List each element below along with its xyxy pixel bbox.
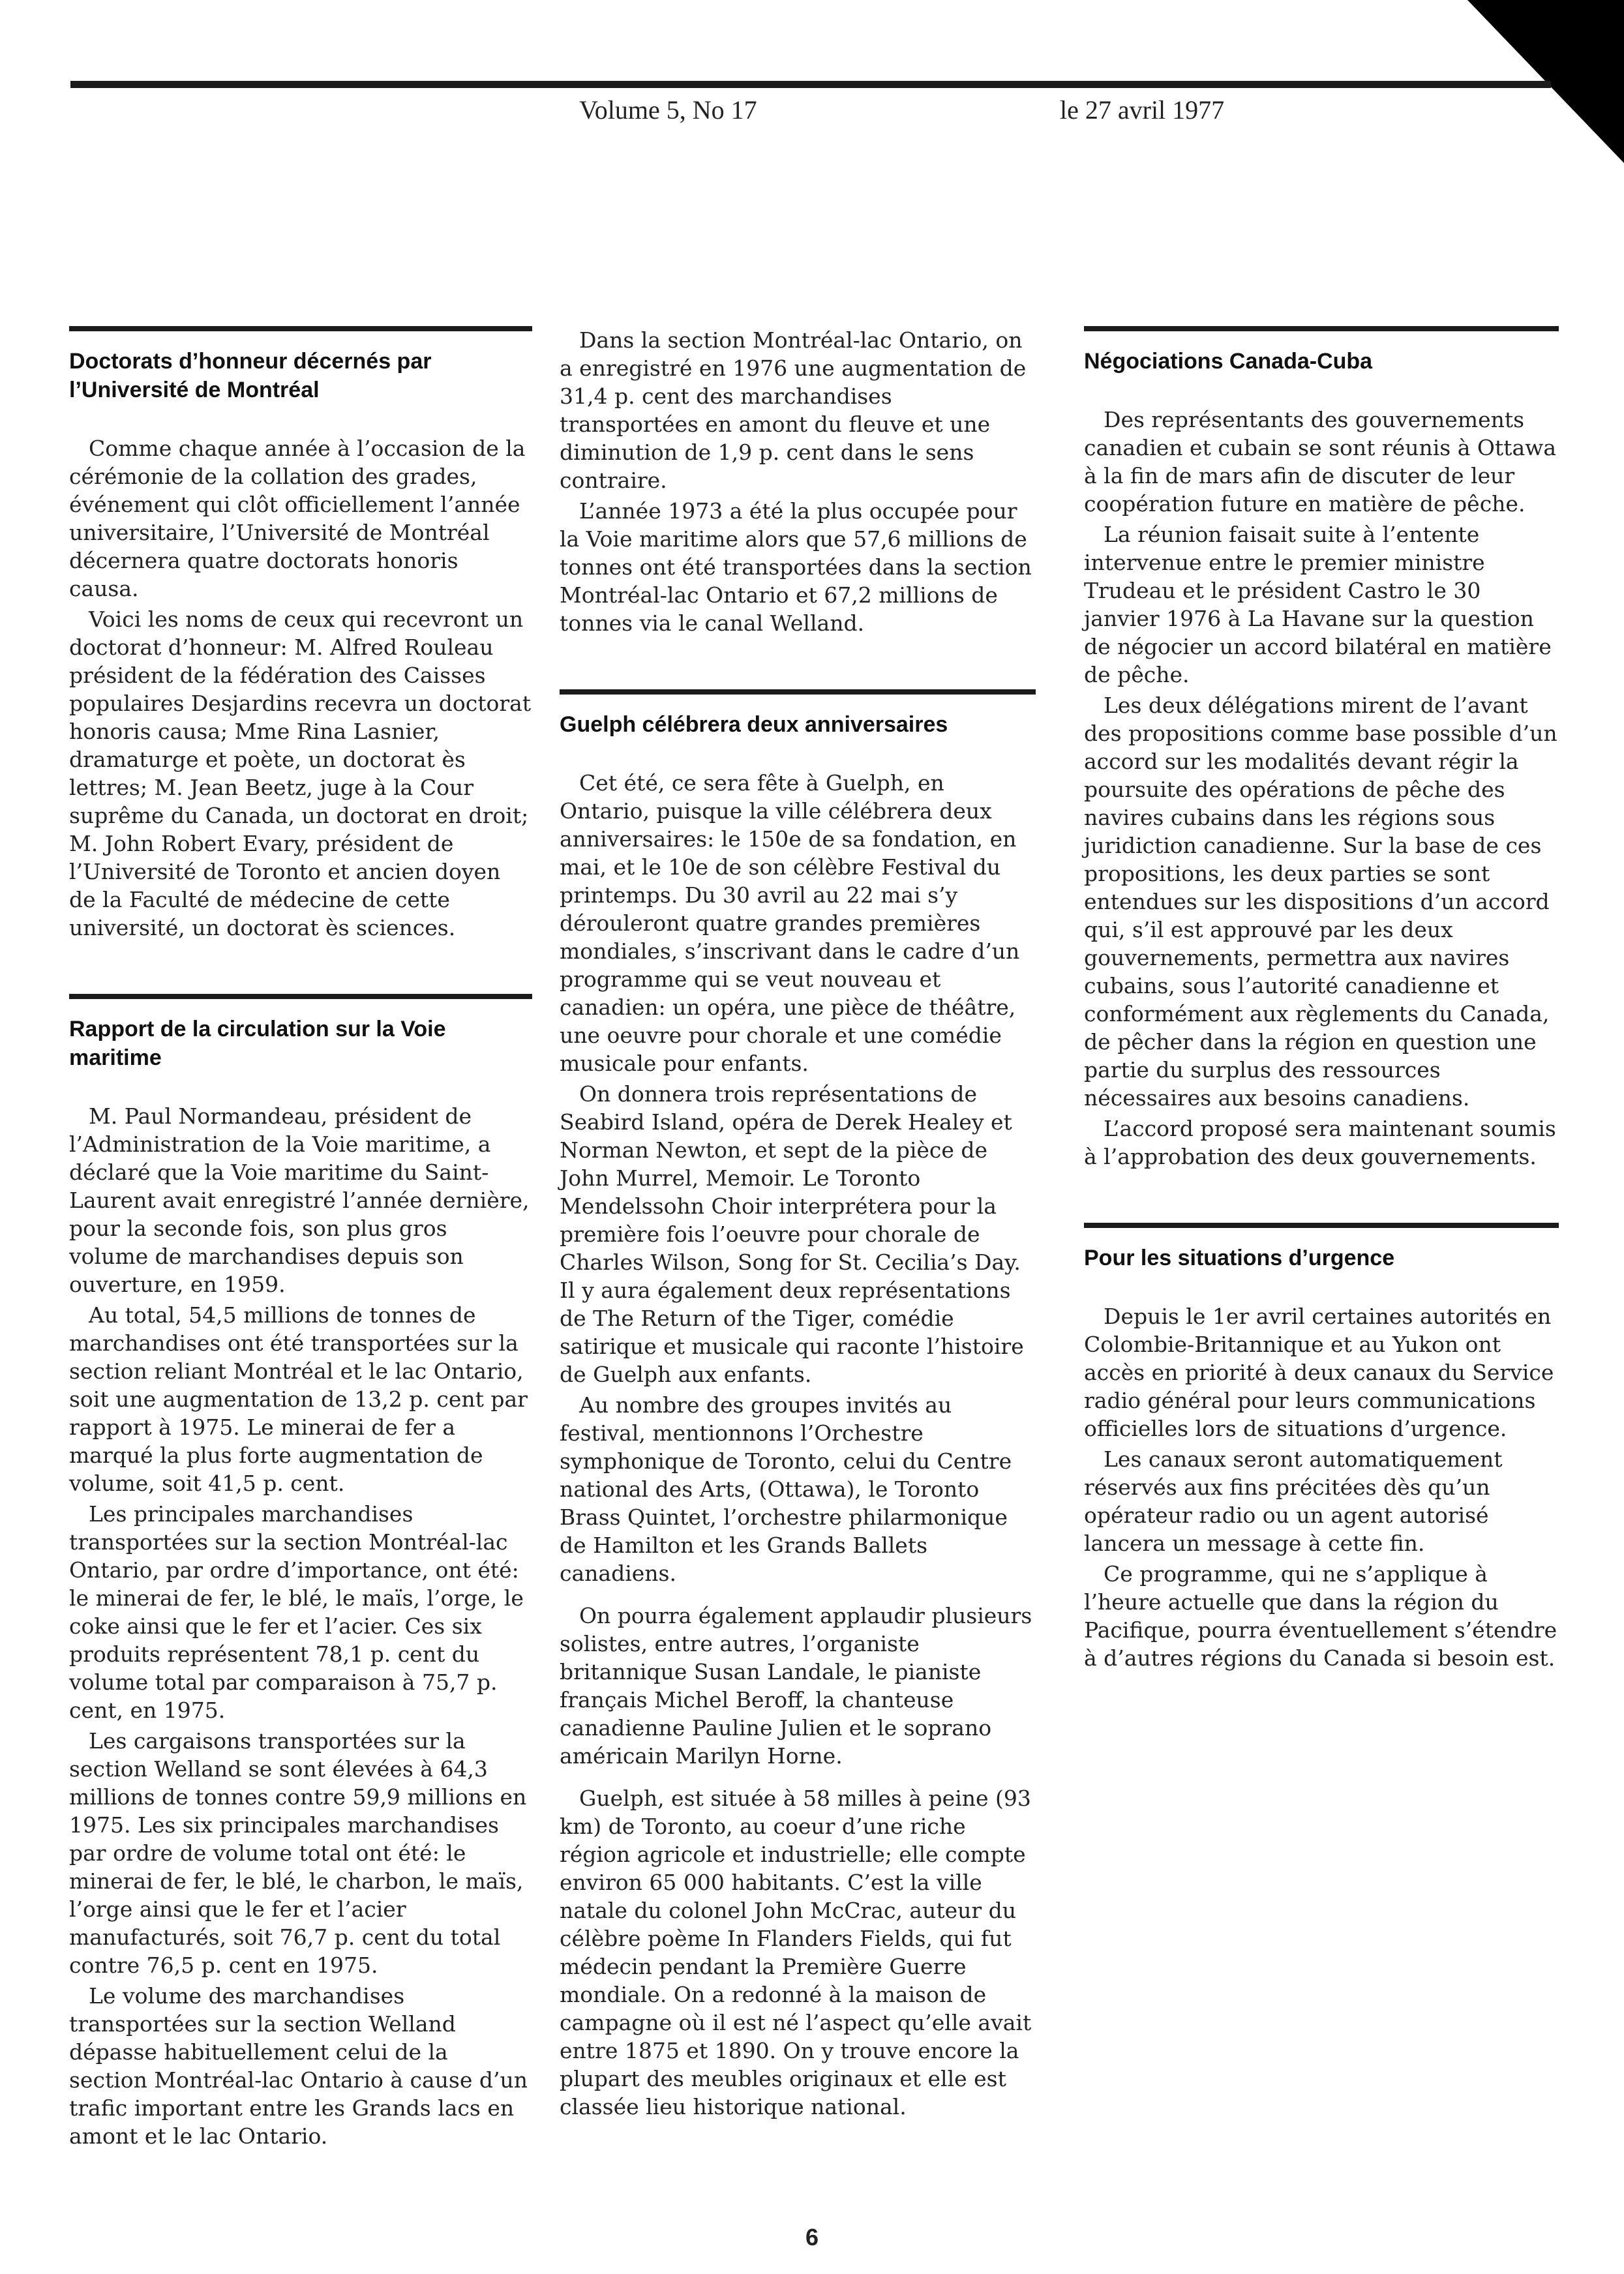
paragraph: Comme chaque année à l’occasion de la cérémonie de la collation des grades, événement qui clôt officiellement l’année universitaire, l’Université de Montréal décernera quatre doctorats honoris causa. [69,436,526,601]
article-title: Négociations Canada-Cuba [1084,349,1373,374]
paragraph: Depuis le 1er avril certaines autorités en Colombie-Britannique et au Yukon ont accès en priorité à deux canaux du Service radio général pour leurs communications officielles lors de situations d’urgence. [1084,1304,1554,1441]
paragraph: L’année 1973 a été la plus occupée pour la Voie maritime alors que 57,6 millions de tonnes ont été transportées dans la section Montréal-lac Ontario et 67,2 millions de tonnes via le canal Welland. [560,498,1032,636]
paragraph: Dans la section Montréal-lac Ontario, on a enregistré en 1976 une augmentation de 31,4 p. cent des marchandises transportées en amont du fleuve et une diminution de 1,9 p. cent dans le sens contraire. [560,327,1027,493]
column-2 [560,326,1036,2123]
paragraph: On pourra également applaudir plusieurs solistes, entre autres, l’organiste britannique Susan Landale, le pianiste français Michel Beroff, la chanteuse canadienne Pauline Julien et le soprano américain Marilyn Horne. [560,1603,1032,1769]
paragraph: Les principales marchandises transportées sur la section Montréal-lac Ontario, par ordre d’importance, ont été: le minerai de fer, le blé, le maïs, l’orge, le coke ainsi que le fer et l’acier. Ces six produits représentent 78,1 p. cent du volume total par comparaison à 75,7 p. cent, en 1975. [69,1501,524,1723]
paragraph: Voici les noms de ceux qui recevront un doctorat d’honneur: M. Alfred Rouleau président de la fédération des Caisses populaires Desjardins recevra un doctorat honoris causa; Mme Rina Lasnier, dramaturge et poète, un doctorat ès lettres; M. Jean Beetz, juge à la Cour suprême du Canada, un doctorat en droit; M. John Robert Evary, président de l’Université de Toronto et ancien doyen de la Faculté de médecine de cette université, un doctorat ès sciences. [69,606,532,940]
paragraph: L’accord proposé sera maintenant soumis à l’approbation des deux gouvernements. [1084,1116,1556,1169]
article-cuba [1084,326,1559,1171]
article-title: Doctorats d’honneur décernés par l’Université de Montréal [69,349,432,402]
column-3 [1084,326,1559,1675]
page-number: 6 [805,2224,819,2251]
article-rule [560,689,1036,695]
paragraph: On donnera trois représentations de Seabird Island, opéra de Derek Healey et Norman Newton, et sept de la pièce de John Murrel, Memoir. Le Toronto Mendelssohn Choir interprétera pour la première fois l’oeuvre pour chorale de Charles Wilson, Song for St. Cecilia’s Day. Il y aura également deux représentations de The Return of the Tiger, comédie satirique et musicale qui raconte l’histoire de Guelph aux enfants. [560,1081,1024,1387]
paragraph: Ce programme, qui ne s’applique à l’heure actuelle que dans la région du Pacifique, pourra éventuellement s’étendre à d’autres régions du Canada si besoin est. [1084,1561,1557,1671]
masthead-rule [70,81,1551,88]
article-doctorats [69,326,532,942]
paragraph: La réunion faisait suite à l’entente intervenue entre le premier ministre Trudeau et le président Castro le 30 janvier 1976 à La Havane sur la question de négocier un accord bilatéral en matière de pêche. [1084,522,1552,687]
volume-number: Volume 5, No 17 [579,95,757,125]
paragraph: M. Paul Normandeau, président de l’Administration de la Voie maritime, a déclaré que la Voie maritime du Saint-Laurent avait enregistré l’année dernière, pour la seconde fois, son plus gros volume de marchandises depuis son ouverture, en 1959. [69,1103,530,1297]
issue-date: le 27 avril 1977 [1060,95,1225,125]
article-rule [1084,326,1559,331]
paragraph: Les deux délégations mirent de l’avant des propositions comme base possible d’un accord sur les modalités devant régir la poursuite des opérations de pêche des navires cubains dans les régions sous juridiction canadienne. Sur la base de ces propositions, les deux parties se sont entendues sur les dispositions d’un accord qui, s’il est approuvé par les deux gouvernements, permettra aux navires cubains, sous l’autorité canadienne et conformément aux règlements du Canada, de pêcher dans la région en question une partie du surplus des ressources nécessaires aux besoins canadiens. [1084,693,1557,1111]
paragraph: Les cargaisons transportées sur la section Welland se sont élevées à 64,3 millions de tonnes contre 59,9 millions en 1975. Les six principales marchandises par ordre de volume total ont été: le minerai de fer, le blé, le charbon, le maïs, l’orge ainsi que le fer et l’acier manufacturés, soit 76,7 p. cent du total contre 76,5 p. cent en 1975. [69,1728,527,1978]
paragraph: Cet été, ce sera fête à Guelph, en Ontario, puisque la ville célébrera deux anniversaires: le 150e de sa fondation, en mai, et le 10e de son célèbre Festival du printemps. Du 30 avril au 22 mai s’y dérouleront quatre grandes premières mondiales, s’inscrivant dans le cadre d’un programme qui se veut nouveau et canadien: un opéra, une pièce de théâtre, une oeuvre pour chorale et une comédie musicale pour enfants. [560,770,1020,1076]
paragraph: Au nombre des groupes invités au festival, mentionnons l’Orchestre symphonique de Toronto, celui du Centre national des Arts, (Ottawa), le Toronto Brass Quintet, l’orchestre philarmonique de Hamilton et les Grands Ballets canadiens. [560,1392,1012,1586]
article-rule [69,994,532,999]
paragraph: Guelph, est située à 58 milles à peine (93 km) de Toronto, au coeur d’une riche région agricole et industrielle; elle compte environ 65 000 habitants. C’est la ville natale du colonel John McCrac, auteur du célèbre poème In Flanders Fields, qui fut médecin pendant la Première Guerre mondiale. On a redonné à la maison de campagne où il est né l’aspect qu’elle avait entre 1875 et 1890. On y trouve encore la plupart des meubles originaux et elle est classée lieu historique national. [560,1786,1032,2119]
paragraph: Les canaux seront automatiquement réservés aux fins précitées dès qu’un opérateur radio ou un agent autorisé lancera un message à cette fin. [1084,1446,1503,1556]
article-title: Guelph célébrera deux anniversaires [560,712,948,737]
article-voie-maritime-continued [560,326,1036,637]
article-title: Pour les situations d’urgence [1084,1246,1395,1270]
article-rule [1084,1223,1559,1228]
article-urgence [1084,1223,1559,1672]
paragraph: Des représentants des gouvernements canadien et cubain se sont réunis à Ottawa à la fin de mars afin de discuter de leur coopération future en matière de pêche. [1084,407,1557,516]
column-1 [69,326,532,2153]
article-voie-maritime [69,994,532,2150]
article-rule [69,326,532,331]
paragraph: Le volume des marchandises transportées sur la section Welland dépasse habituellement celui de la section Montréal-lac Ontario à cause d’un trafic important entre les Grands lacs en amont et le lac Ontario. [69,1983,528,2149]
article-title: Rapport de la circulation sur la Voie maritime [69,1017,446,1070]
article-guelph [560,689,1036,2121]
paragraph: Au total, 54,5 millions de tonnes de marchandises ont été transportées sur la section reliant Montréal et le lac Ontario, soit une augmentation de 13,2 p. cent par rapport à 1975. Le minerai de fer a marqué la plus forte augmentation de volume, soit 41,5 p. cent. [69,1302,528,1496]
